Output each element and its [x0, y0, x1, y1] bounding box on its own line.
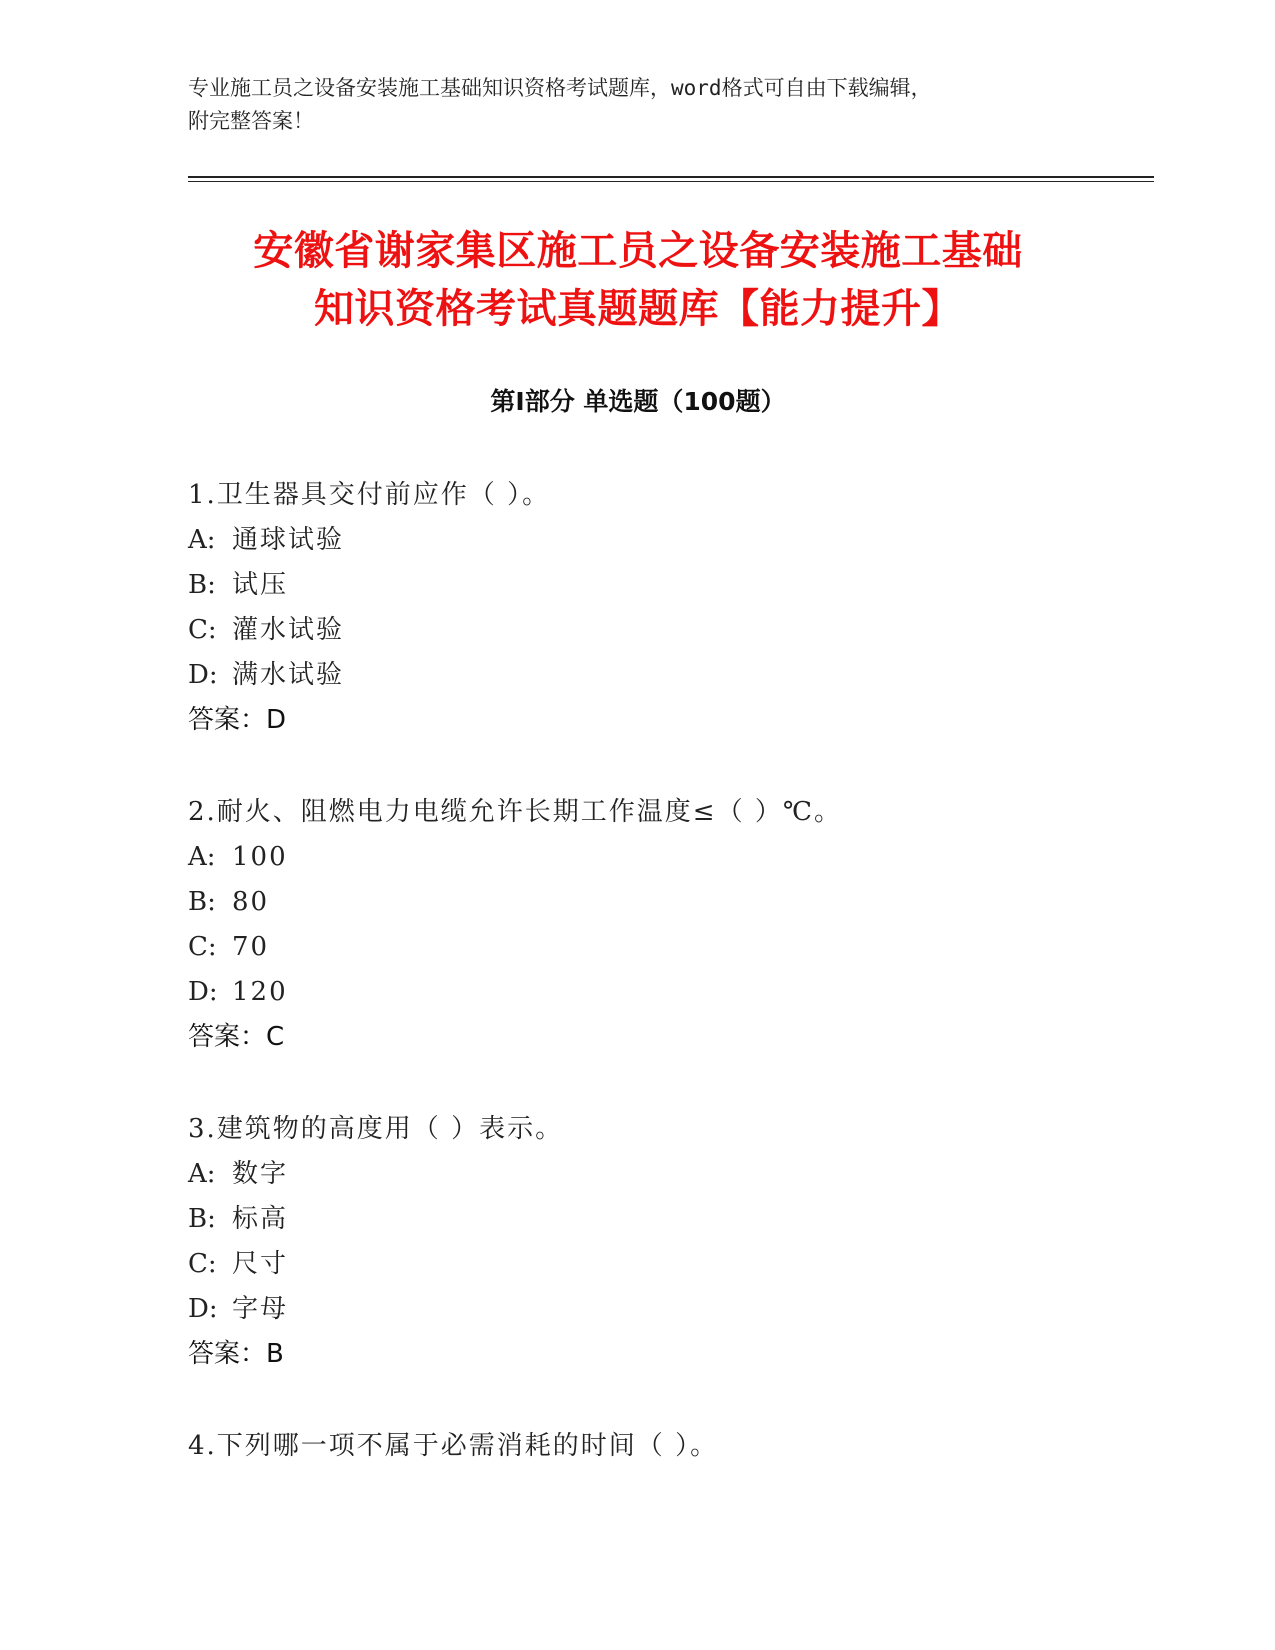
question-list: [188, 473, 1148, 1516]
option-d: [188, 970, 1148, 1015]
document-title: [188, 222, 1088, 338]
option-d: [188, 653, 1148, 698]
option-text: 标高: [232, 1204, 289, 1234]
option-c: [188, 608, 1148, 653]
question-1: [188, 473, 1148, 743]
option-label: A:: [188, 1159, 216, 1189]
question-text: 3.建筑物的高度用（ ）表示。: [188, 1114, 564, 1144]
intro-text: [188, 72, 1088, 138]
option-label: A:: [188, 842, 216, 872]
option-a: [188, 835, 1148, 880]
option-text: 试压: [232, 570, 289, 600]
question-4: [188, 1424, 1148, 1469]
option-text: 数字: [232, 1159, 289, 1189]
question-3: [188, 1107, 1148, 1377]
option-c: [188, 925, 1148, 970]
option-b: [188, 563, 1148, 608]
option-label: B:: [188, 1204, 216, 1234]
option-label: A:: [188, 525, 216, 555]
option-a: [188, 518, 1148, 563]
option-c: [188, 1242, 1148, 1287]
answer: 答案：B: [188, 1339, 284, 1369]
section-heading: 第Ⅰ部分 单选题（100题）: [490, 387, 786, 416]
option-label: B:: [188, 887, 216, 917]
option-text: 满水试验: [232, 660, 345, 690]
title-line-1: 安徽省谢家集区施工员之设备安装施工基础: [253, 228, 1023, 274]
option-text: 70: [232, 932, 270, 962]
answer: 答案：C: [188, 1022, 285, 1052]
option-text: 通球试验: [232, 525, 345, 555]
option-label: C:: [188, 615, 217, 645]
option-label: C:: [188, 1249, 217, 1279]
option-b: [188, 1197, 1148, 1242]
option-label: B:: [188, 570, 216, 600]
option-b: [188, 880, 1148, 925]
option-a: [188, 1152, 1148, 1197]
question-2: [188, 790, 1148, 1060]
option-text: 尺寸: [232, 1249, 289, 1279]
option-text: 120: [232, 977, 288, 1007]
option-label: D:: [188, 660, 218, 690]
answer: 答案：D: [188, 705, 287, 735]
option-text: 100: [232, 842, 288, 872]
option-label: D:: [188, 1294, 218, 1324]
option-text: 字母: [232, 1294, 289, 1324]
option-label: D:: [188, 977, 218, 1007]
option-d: [188, 1287, 1148, 1332]
question-text: 2.耐火、阻燃电力电缆允许长期工作温度≤（ ）℃。: [188, 797, 842, 827]
intro-line-1: 专业施工员之设备安装施工基础知识资格考试题库，word格式可自由下载编辑，: [188, 76, 932, 100]
header-divider-thick: [188, 176, 1154, 178]
question-text: 1.卫生器具交付前应作（ ）。: [188, 480, 551, 510]
title-line-2: 知识资格考试真题题库【能力提升】: [314, 286, 962, 332]
option-text: 80: [232, 887, 270, 917]
intro-line-2: 附完整答案！: [188, 109, 314, 133]
question-text: 4.下列哪一项不属于必需消耗的时间（ ）。: [188, 1431, 719, 1461]
option-text: 灌水试验: [232, 615, 345, 645]
option-label: C:: [188, 932, 217, 962]
header-divider-thin: [188, 181, 1154, 182]
